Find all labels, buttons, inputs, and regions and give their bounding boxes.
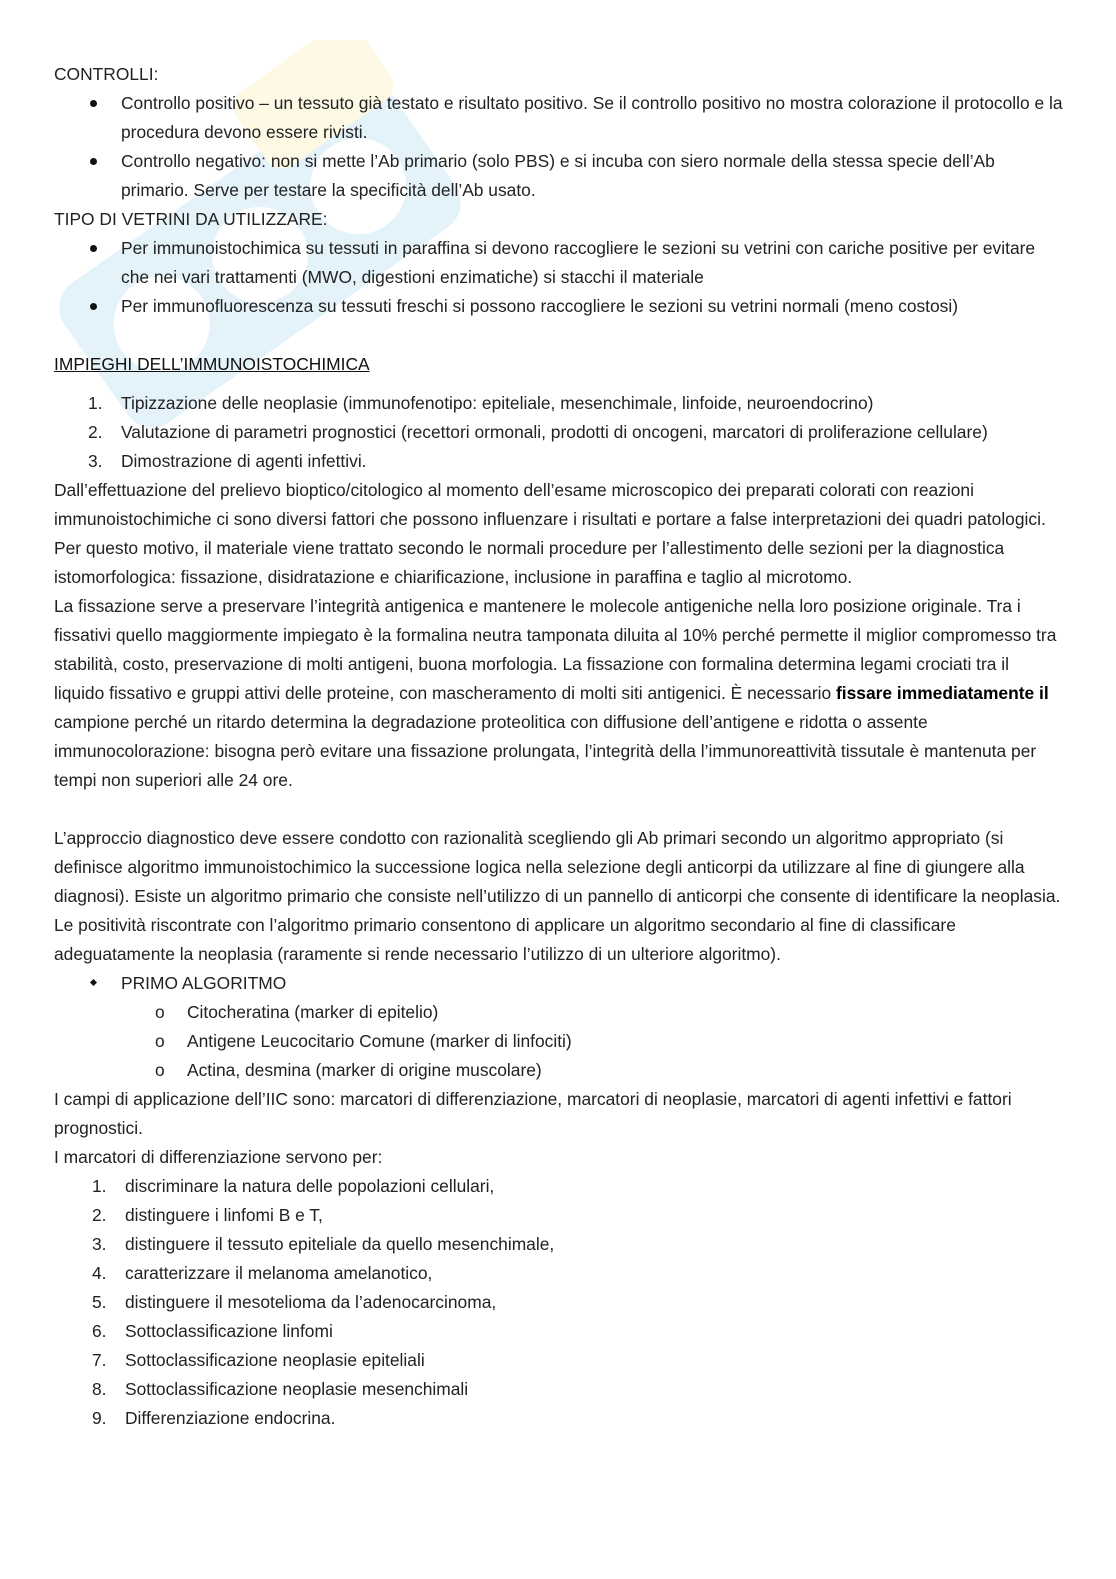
list-number: 8. — [92, 1379, 107, 1399]
paragraph: L’approccio diagnostico deve essere condotto con razionalità scegliendo gli Ab primari secondo un algoritmo appropriato (si definisce algoritmo immunoistochimico la successione logica nella selezione degli anticorpi da utilizzare al fine di giungere alla diagnosi). Esiste un algoritmo primario che consiste nell’utilizzo di un pannello di anticorpi che consente di identificare la neoplasia. Le positività riscontrate con l’algoritmo primario consentono di applicare un algoritmo secondario al fine di classificare adeguatamente la neoplasia (raramente si rende necessario l’utilizzo di un ulteriore algoritmo). — [54, 828, 1061, 964]
list-item — [54, 1288, 1064, 1317]
list-text: caratterizzare il melanoma amelanotico, — [125, 1263, 433, 1283]
list-item: Per immunofluorescenza su tessuti freschi si possono raccogliere le sezioni su vetrini normali (meno costosi) — [54, 292, 1064, 321]
list-number: 9. — [92, 1408, 107, 1428]
list-text: distinguere i linfomi B e T, — [125, 1205, 323, 1225]
list-text: Valutazione di parametri prognostici (recettori ormonali, prodotti di oncogeni, marcatori di proliferazione cellulare) — [121, 422, 988, 442]
controls-list — [54, 89, 1064, 205]
list-number: 6. — [92, 1321, 107, 1341]
list-item — [54, 1201, 1064, 1230]
list-text: discriminare la natura delle popolazioni cellulari, — [125, 1176, 495, 1196]
list-item — [54, 1230, 1064, 1259]
spacer — [54, 795, 1064, 824]
list-text: distinguere il mesotelioma da l’adenocarcinoma, — [125, 1292, 497, 1312]
list-item — [54, 447, 1064, 476]
list-item — [54, 1317, 1064, 1346]
list-item: Per immunoistochimica su tessuti in paraffina si devono raccogliere le sezioni su vetrini con cariche positive per evitare che nei vari trattamenti (MWO, digestioni enzimatiche) si stacchi il materiale — [54, 234, 1064, 292]
list-number: 3. — [88, 451, 103, 471]
list-item — [54, 1172, 1064, 1201]
slides-list — [54, 234, 1064, 321]
list-text: Sottoclassificazione linfomi — [125, 1321, 333, 1341]
list-text: Sottoclassificazione neoplasie epiteliali — [125, 1350, 425, 1370]
list-text: Differenziazione endocrina. — [125, 1408, 336, 1428]
paragraph-text: La fissazione serve a preservare l’integrità antigenica e mantenere le molecole antigeniche nella loro posizione originale. Tra i fissativi quello maggiormente impiegato è la formalina neutra tamponata diluita al 10% perché permette il miglior compromesso tra stabilità, costo, preservazione di molti antigeni, buona morfologia. La fissazione con formalina determina legami crociati tra il liquido fissativo e gruppi attivi delle proteine, con mascheramento di molti siti antigenici. È necessario — [54, 596, 1057, 703]
list-number: 3. — [92, 1234, 107, 1254]
paragraph — [54, 592, 1064, 795]
list-text: Sottoclassificazione neoplasie mesenchimali — [125, 1379, 469, 1399]
algorithm-sublist — [54, 998, 1064, 1085]
list-item: Controllo negativo: non si mette l’Ab primario (solo PBS) e si incuba con siero normale della stessa specie dell’Ab primario. Serve per testare la specificità dell’Ab usato. — [54, 147, 1064, 205]
uses-list — [54, 389, 1064, 476]
list-text: Dimostrazione di agenti infettivi. — [121, 451, 367, 471]
list-number: 2. — [92, 1205, 107, 1225]
list-item — [54, 1259, 1064, 1288]
bold-text: fissare immediatamente il — [836, 683, 1049, 703]
paragraph: I campi di applicazione dell’IIC sono: marcatori di differenziazione, marcatori di neoplasie, marcatori di agenti infettivi e fattori prognostici. — [54, 1089, 1012, 1138]
list-item: Controllo positivo – un tessuto già testato e risultato positivo. Se il controllo positivo no mostra colorazione il protocollo e la procedura devono essere rivisti. — [54, 89, 1064, 147]
list-item: o Actina, desmina (marker di origine muscolare) — [54, 1056, 1064, 1085]
list-item: o Antigene Leucocitario Comune (marker di linfociti) — [54, 1027, 1064, 1056]
list-item — [54, 1375, 1064, 1404]
slides-title: TIPO DI VETRINI DA UTILIZZARE: — [54, 209, 328, 229]
list-item — [54, 389, 1064, 418]
paragraph-text: campione perché un ritardo determina la degradazione proteolitica con diffusione dell’antigene e ridotta o assente immunocolorazione: bisogna però evitare una fissazione prolungata, l’integrità della l’immunoreattività tissutale è mantenuta per tempi non superiori alle 24 ore. — [54, 712, 1037, 790]
document-page — [54, 60, 1064, 1433]
list-item — [54, 418, 1064, 447]
list-number: 4. — [92, 1263, 107, 1283]
algorithm-list — [54, 969, 1064, 998]
list-number: 2. — [88, 422, 103, 442]
section-heading: IMPIEGHI DELL’IMMUNOISTOCHIMICA — [54, 354, 370, 374]
paragraph: I marcatori di differenziazione servono per: — [54, 1147, 383, 1167]
list-text: distinguere il tessuto epiteliale da quello mesenchimale, — [125, 1234, 555, 1254]
list-item: o Citocheratina (marker di epitelio) — [54, 998, 1064, 1027]
controls-title: CONTROLLI: — [54, 64, 159, 84]
list-item: PRIMO ALGORITMO — [54, 969, 1064, 998]
list-number: 7. — [92, 1350, 107, 1370]
list-number: 5. — [92, 1292, 107, 1312]
list-text: Tipizzazione delle neoplasie (immunofenotipo: epiteliale, mesenchimale, linfoide, neuroendocrino) — [121, 393, 874, 413]
applications-list — [54, 1172, 1064, 1433]
list-item — [54, 1404, 1064, 1433]
paragraph: Dall’effettuazione del prelievo bioptico/citologico al momento dell’esame microscopico dei preparati colorati con reazioni immunoistochimiche ci sono diversi fattori che possono influenzare i risultati e portare a false interpretazioni dei quadri patologici. Per questo motivo, il materiale viene trattato secondo le normali procedure per l’allestimento delle sezioni per la diagnostica istomorfologica: fissazione, disidratazione e chiarificazione, inclusione in paraffina e taglio al microtomo. — [54, 480, 1046, 587]
list-item — [54, 1346, 1064, 1375]
list-number: 1. — [88, 393, 103, 413]
list-number: 1. — [92, 1176, 107, 1196]
